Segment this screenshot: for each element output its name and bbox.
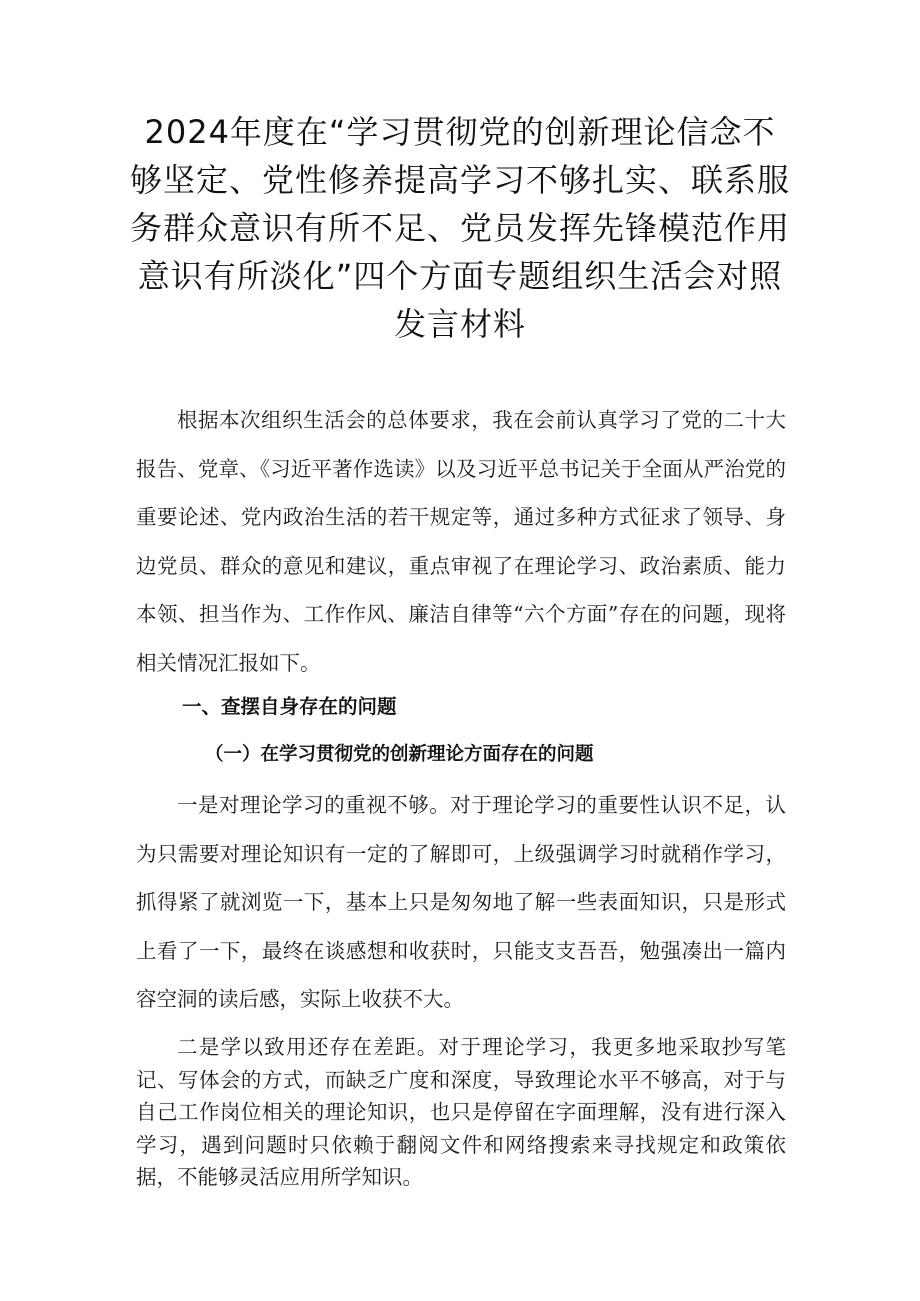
document-title: 2024年度在“学习贯彻党的创新理论信念不够坚定、党性修养提高学习不够扎实、联系服务群众意识有所不足、党员发挥先锋模范作用意识有所淡化”四个方面专题组织生活会对照发言材料	[130, 113, 791, 343]
subsection-heading: （一）在学习贯彻党的创新理论方面存在的问题	[205, 744, 594, 765]
paragraph-two: 二是学以致用还存在差距。对于理论学习，我更多地采取抄写笔记、写体会的方式，而缺乏广度和深度，导致理论水平不够高，对于与自己工作岗位相关的理论知识，也只是停留在字面理解，没有进行深入学习，遇到问题时只依赖于翻阅文件和网络搜索来寻找规定和政策依据，不能够灵活应用所学知识。	[136, 1035, 786, 1189]
section-heading: 一、查摆自身存在的问题	[182, 695, 397, 718]
intro-paragraph: 根据本次组织生活会的总体要求，我在会前认真学习了党的二十大报告、党章、《习近平著作选读》以及习近平总书记关于全面从严治党的重要论述、党内政治生活的若干规定等，通过多种方式征求了领导、身边党员、群众的意见和建议，重点审视了在理论学习、政治素质、能力本领、担当作为、工作作风、廉洁自律等“六个方面”存在的问题，现将相关情况汇报如下。	[136, 408, 786, 675]
paragraph-one: 一是对理论学习的重视不够。对于理论学习的重要性认识不足，认为只需要对理论知识有一定的了解即可，上级强调学习时就稍作学习，抓得紧了就浏览一下，基本上只是匆匆地了解一些表面知识，只是形式上看了一下，最终在谈感想和收获时，只能支支吾吾，勉强凑出一篇内容空洞的读后感，实际上收获不大。	[136, 793, 786, 1011]
